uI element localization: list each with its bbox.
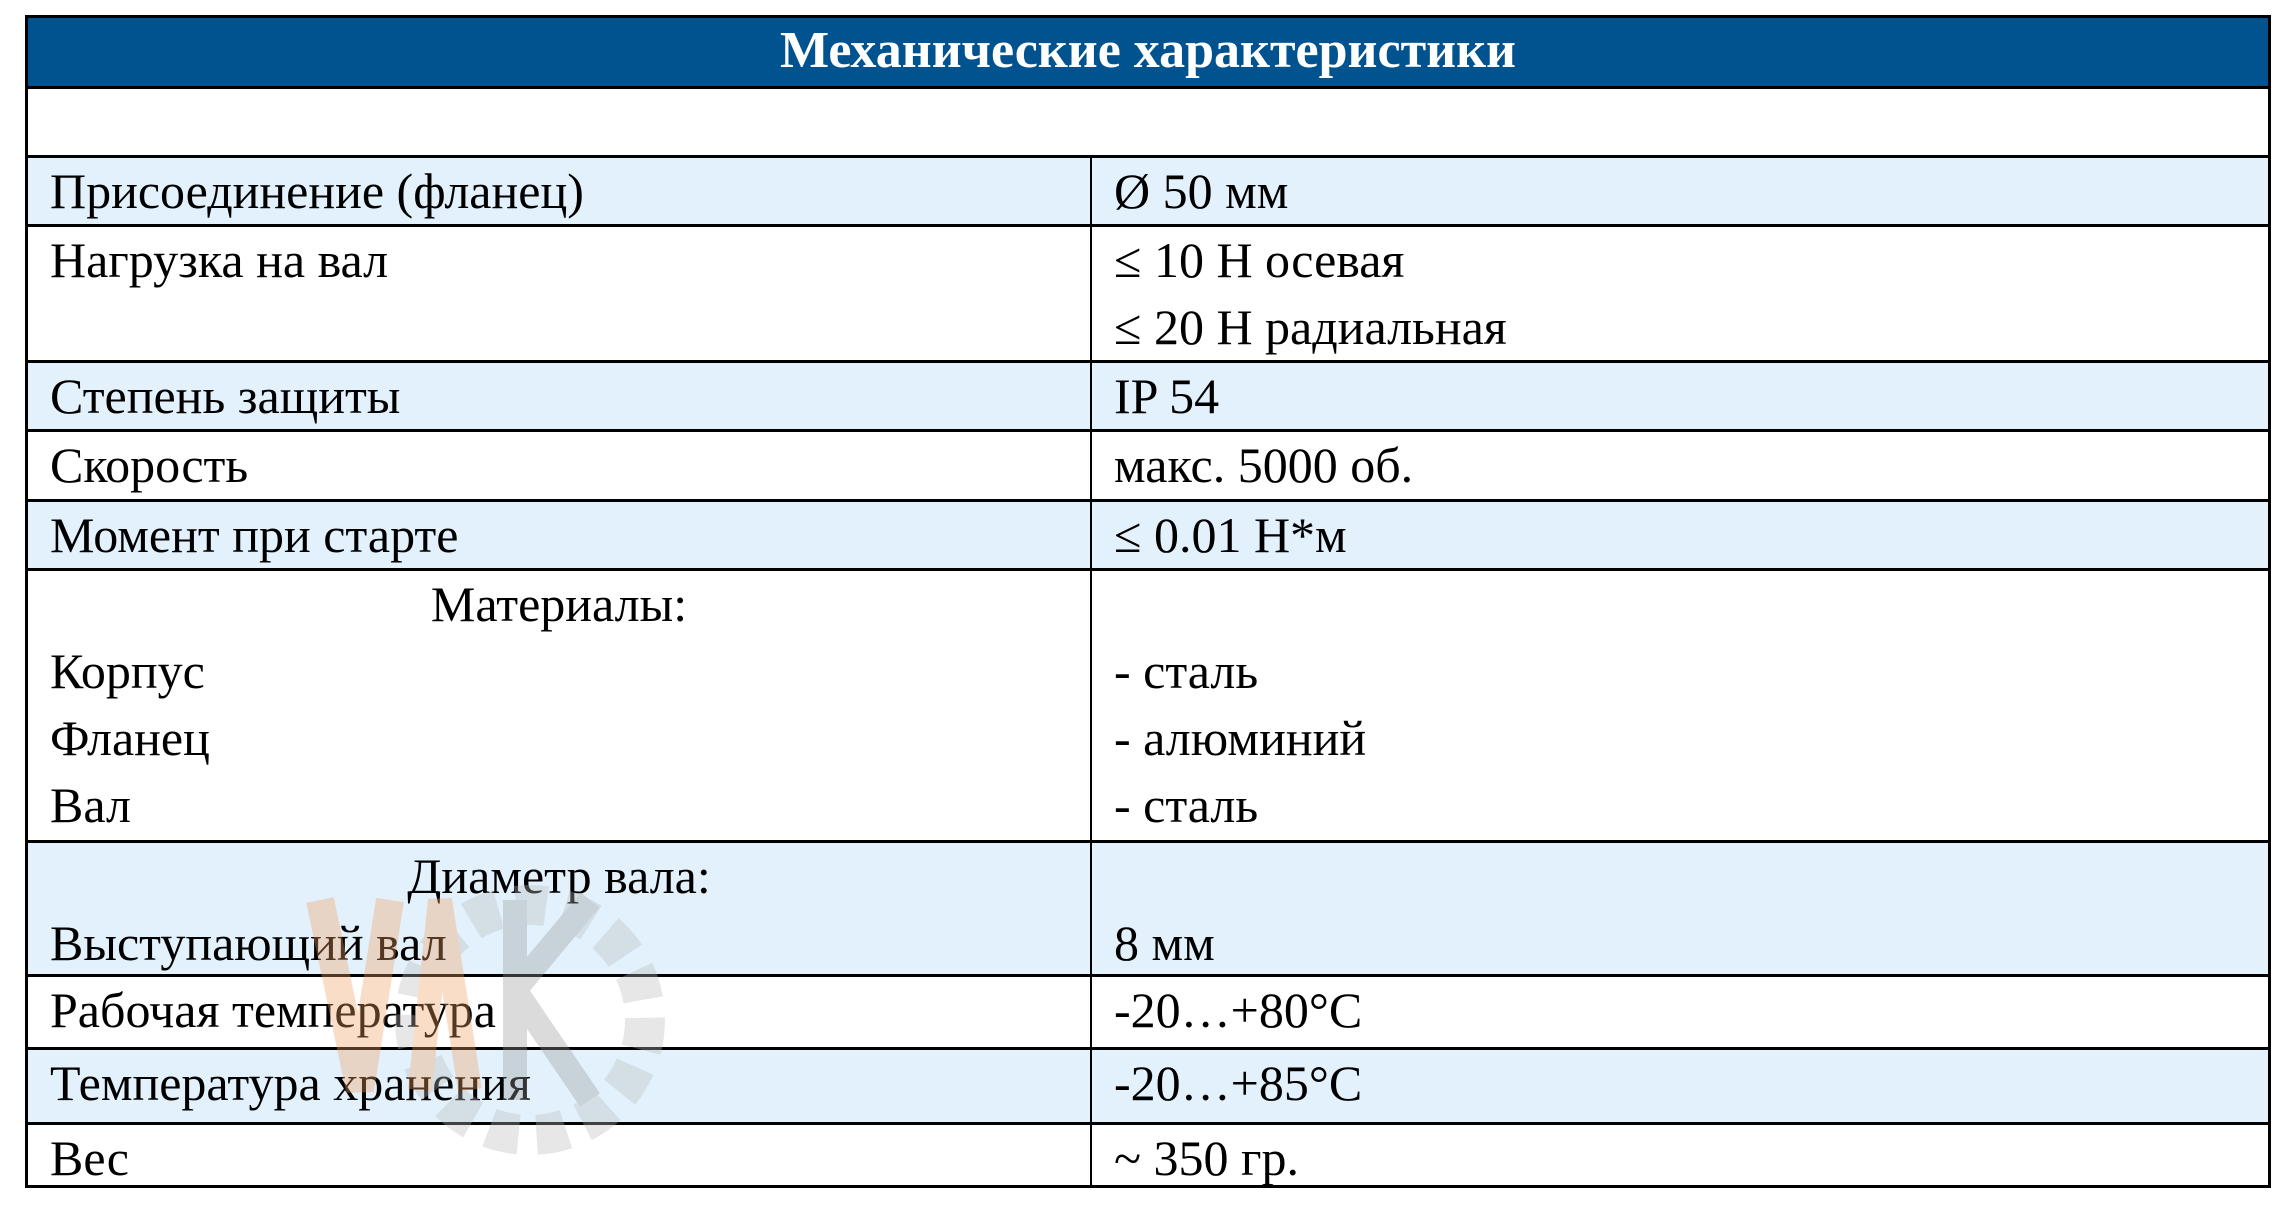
row-label: Температура хранения	[50, 1055, 531, 1111]
row-value: - сталь	[1114, 643, 1259, 699]
table-title: Механические характеристики	[28, 18, 2268, 86]
row-label: Присоединение (фланец)	[50, 163, 584, 219]
row-value: IP 54	[1114, 368, 1220, 424]
row-value: 8 мм	[1114, 915, 1215, 971]
row-label: Момент при старте	[50, 507, 459, 563]
specs-table	[25, 15, 2271, 1188]
row-value: ≤ 20 Н радиальная	[1114, 299, 1507, 355]
row-value: -20…+80°C	[1114, 982, 1363, 1038]
row-value: - алюминий	[1114, 710, 1367, 766]
row-label: Корпус	[50, 643, 205, 699]
table-row	[28, 974, 2268, 1047]
row-label: Рабочая температура	[50, 982, 496, 1038]
row-label: Вал	[50, 777, 131, 833]
table-row	[28, 1047, 2268, 1122]
row-heading: Материалы:	[430, 576, 688, 632]
row-value: ≤ 10 Н осевая	[1114, 232, 1405, 288]
row-label: Нагрузка на вал	[50, 232, 389, 288]
table-row	[28, 224, 2268, 360]
table-row	[28, 840, 2268, 974]
row-label: Фланец	[50, 710, 210, 766]
row-value: Ø 50 мм	[1114, 163, 1289, 219]
row-value: ~ 350 гр.	[1114, 1130, 1300, 1186]
table-row	[28, 568, 2268, 840]
row-label: Степень защиты	[50, 368, 401, 424]
row-value: -20…+85°C	[1114, 1055, 1363, 1111]
table-row	[28, 1122, 2268, 1185]
table-row	[28, 429, 2268, 499]
row-value: ≤ 0.01 Н*м	[1114, 507, 1347, 563]
row-label: Вес	[50, 1130, 129, 1186]
row-heading: Диаметр вала:	[407, 848, 711, 904]
table-row	[28, 360, 2268, 429]
row-value: - сталь	[1114, 777, 1259, 833]
table-row	[28, 155, 2268, 224]
row-value: макс. 5000 об.	[1114, 437, 1414, 493]
row-label: Выступающий вал	[50, 915, 447, 971]
table-row	[28, 499, 2268, 568]
empty-row	[28, 86, 2268, 155]
row-label: Скорость	[50, 437, 249, 493]
